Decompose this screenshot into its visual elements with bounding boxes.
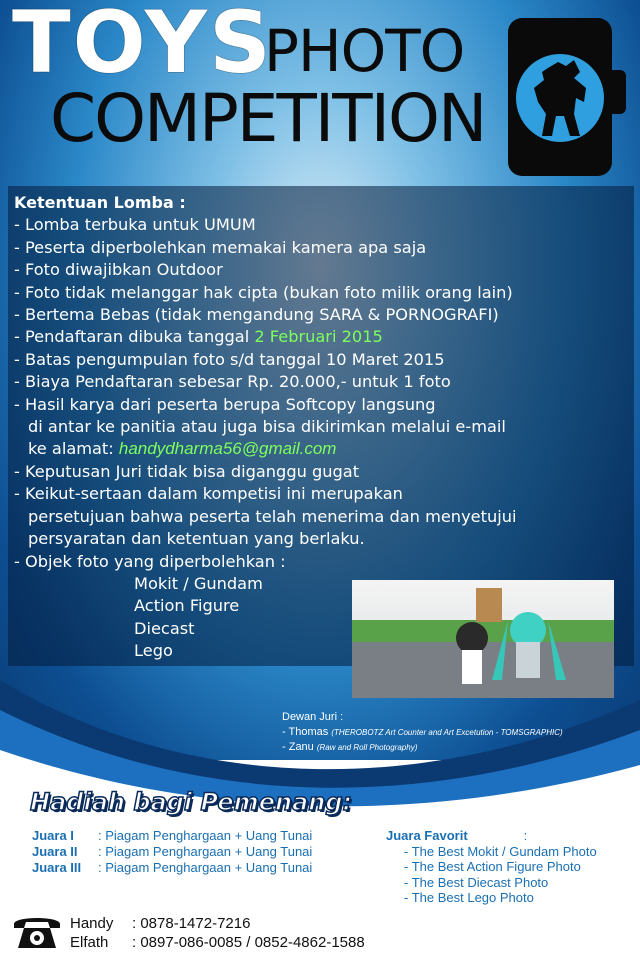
contact-name: Handy — [70, 915, 114, 932]
jury-member — [282, 740, 563, 755]
contact-row — [70, 933, 365, 952]
submission-prefix: ke alamat: — [28, 439, 119, 459]
contact-name: Elfath — [70, 934, 109, 951]
winners-list — [32, 828, 312, 876]
rule-item: - Bertema Bebas (tidak mengandung SARA & PORNOGRAFI) — [14, 305, 499, 325]
rules-heading: Ketentuan Lomba : — [14, 193, 186, 212]
registration-prefix: - Pendaftaran dibuka tanggal — [14, 327, 255, 347]
favorite-item: - The Best Lego Photo — [404, 890, 534, 906]
winner-row — [32, 828, 312, 844]
jury-label: Dewan Juri : — [282, 711, 344, 723]
jury-name: - Zanu — [282, 741, 314, 753]
rule-deadline: - Batas pengumpulan foto s/d tanggal 10 Maret 2015 — [14, 349, 445, 369]
prize-title: Hadiah bagi Pemenang: — [30, 788, 353, 816]
rule-judge-decision: - Keputusan Juri tidak bisa diganggu gugat — [14, 461, 360, 481]
winner-rank: Juara I — [32, 828, 74, 843]
registration-date: 2 Februari 2015 — [254, 327, 383, 347]
jury-note: (Raw and Roll Photography) — [316, 743, 418, 752]
rule-registration — [14, 326, 634, 348]
jury-note: (THEROBOTZ Art Counter and Art Excetution - TOMSGRAPHIC) — [331, 728, 563, 737]
winner-row — [32, 844, 312, 860]
rule-participation-1: - Keikut-sertaan dalam kompetisi ini merupakan — [14, 484, 403, 504]
rule-submission-2: di antar ke panitia atau juga bisa dikirimkan melalui e-mail — [28, 417, 506, 437]
winner-row — [32, 860, 312, 876]
rule-participation-2: persetujuan bahwa peserta telah menerima dan menyetujui — [28, 506, 517, 526]
title-competition: COMPETITION — [50, 80, 486, 157]
winner-prize: : Piagam Penghargaan + Uang Tunai — [98, 860, 313, 875]
rule-submission-3 — [14, 438, 634, 460]
toy-figures-photo — [352, 580, 614, 698]
favorite-heading — [386, 828, 597, 844]
contact-number: : 0878-1472-7216 — [132, 915, 251, 932]
winner-rank: Juara II — [32, 844, 78, 859]
title-toys: TOYS — [12, 0, 273, 93]
winner-prize: : Piagam Penghargaan + Uang Tunai — [98, 828, 313, 843]
favorites-list — [386, 828, 597, 906]
winner-rank: Juara III — [32, 860, 82, 875]
favorite-item: - The Best Mokit / Gundam Photo — [404, 843, 597, 859]
telephone-icon — [12, 912, 62, 950]
mug-robot-logo-icon — [508, 18, 626, 176]
contacts — [70, 914, 365, 952]
favorite-title: Juara Favorit — [386, 828, 468, 843]
favorite-item: - The Best Action Figure Photo — [404, 859, 581, 875]
objects-heading: - Objek foto yang diperbolehkan : — [14, 551, 286, 571]
rule-item: - Foto diwajibkan Outdoor — [14, 260, 223, 280]
object-item: Action Figure — [134, 596, 240, 616]
title-photo: PHOTO — [264, 17, 465, 85]
rule-item: - Foto tidak melanggar hak cipta (bukan foto milik orang lain) — [14, 282, 513, 302]
rule-item: - Lomba terbuka untuk UMUM — [14, 215, 256, 235]
contact-number: : 0897-086-0085 / 0852-4862-1588 — [132, 934, 365, 951]
jury-section — [282, 710, 563, 755]
rule-submission-1: - Hasil karya dari peserta berupa Softcopy langsung — [14, 394, 436, 414]
favorite-colon: : — [523, 828, 528, 843]
jury-name: - Thomas — [282, 726, 329, 738]
rule-fee: - Biaya Pendaftaran sebesar Rp. 20.000,- untuk 1 foto — [14, 372, 451, 392]
object-item: Lego — [134, 641, 173, 661]
contact-row — [70, 914, 365, 933]
object-item: Diecast — [134, 618, 195, 638]
favorite-item: - The Best Diecast Photo — [404, 874, 549, 890]
object-item: Mokit / Gundam — [134, 573, 263, 593]
jury-member — [282, 725, 563, 740]
rule-participation-3: persyaratan dan ketentuan yang berlaku. — [28, 529, 365, 549]
winner-prize: : Piagam Penghargaan + Uang Tunai — [98, 844, 313, 859]
rule-item: - Peserta diperbolehkan memakai kamera apa saja — [14, 237, 427, 257]
email-link[interactable]: handydharma56@gmail.com — [118, 439, 337, 459]
